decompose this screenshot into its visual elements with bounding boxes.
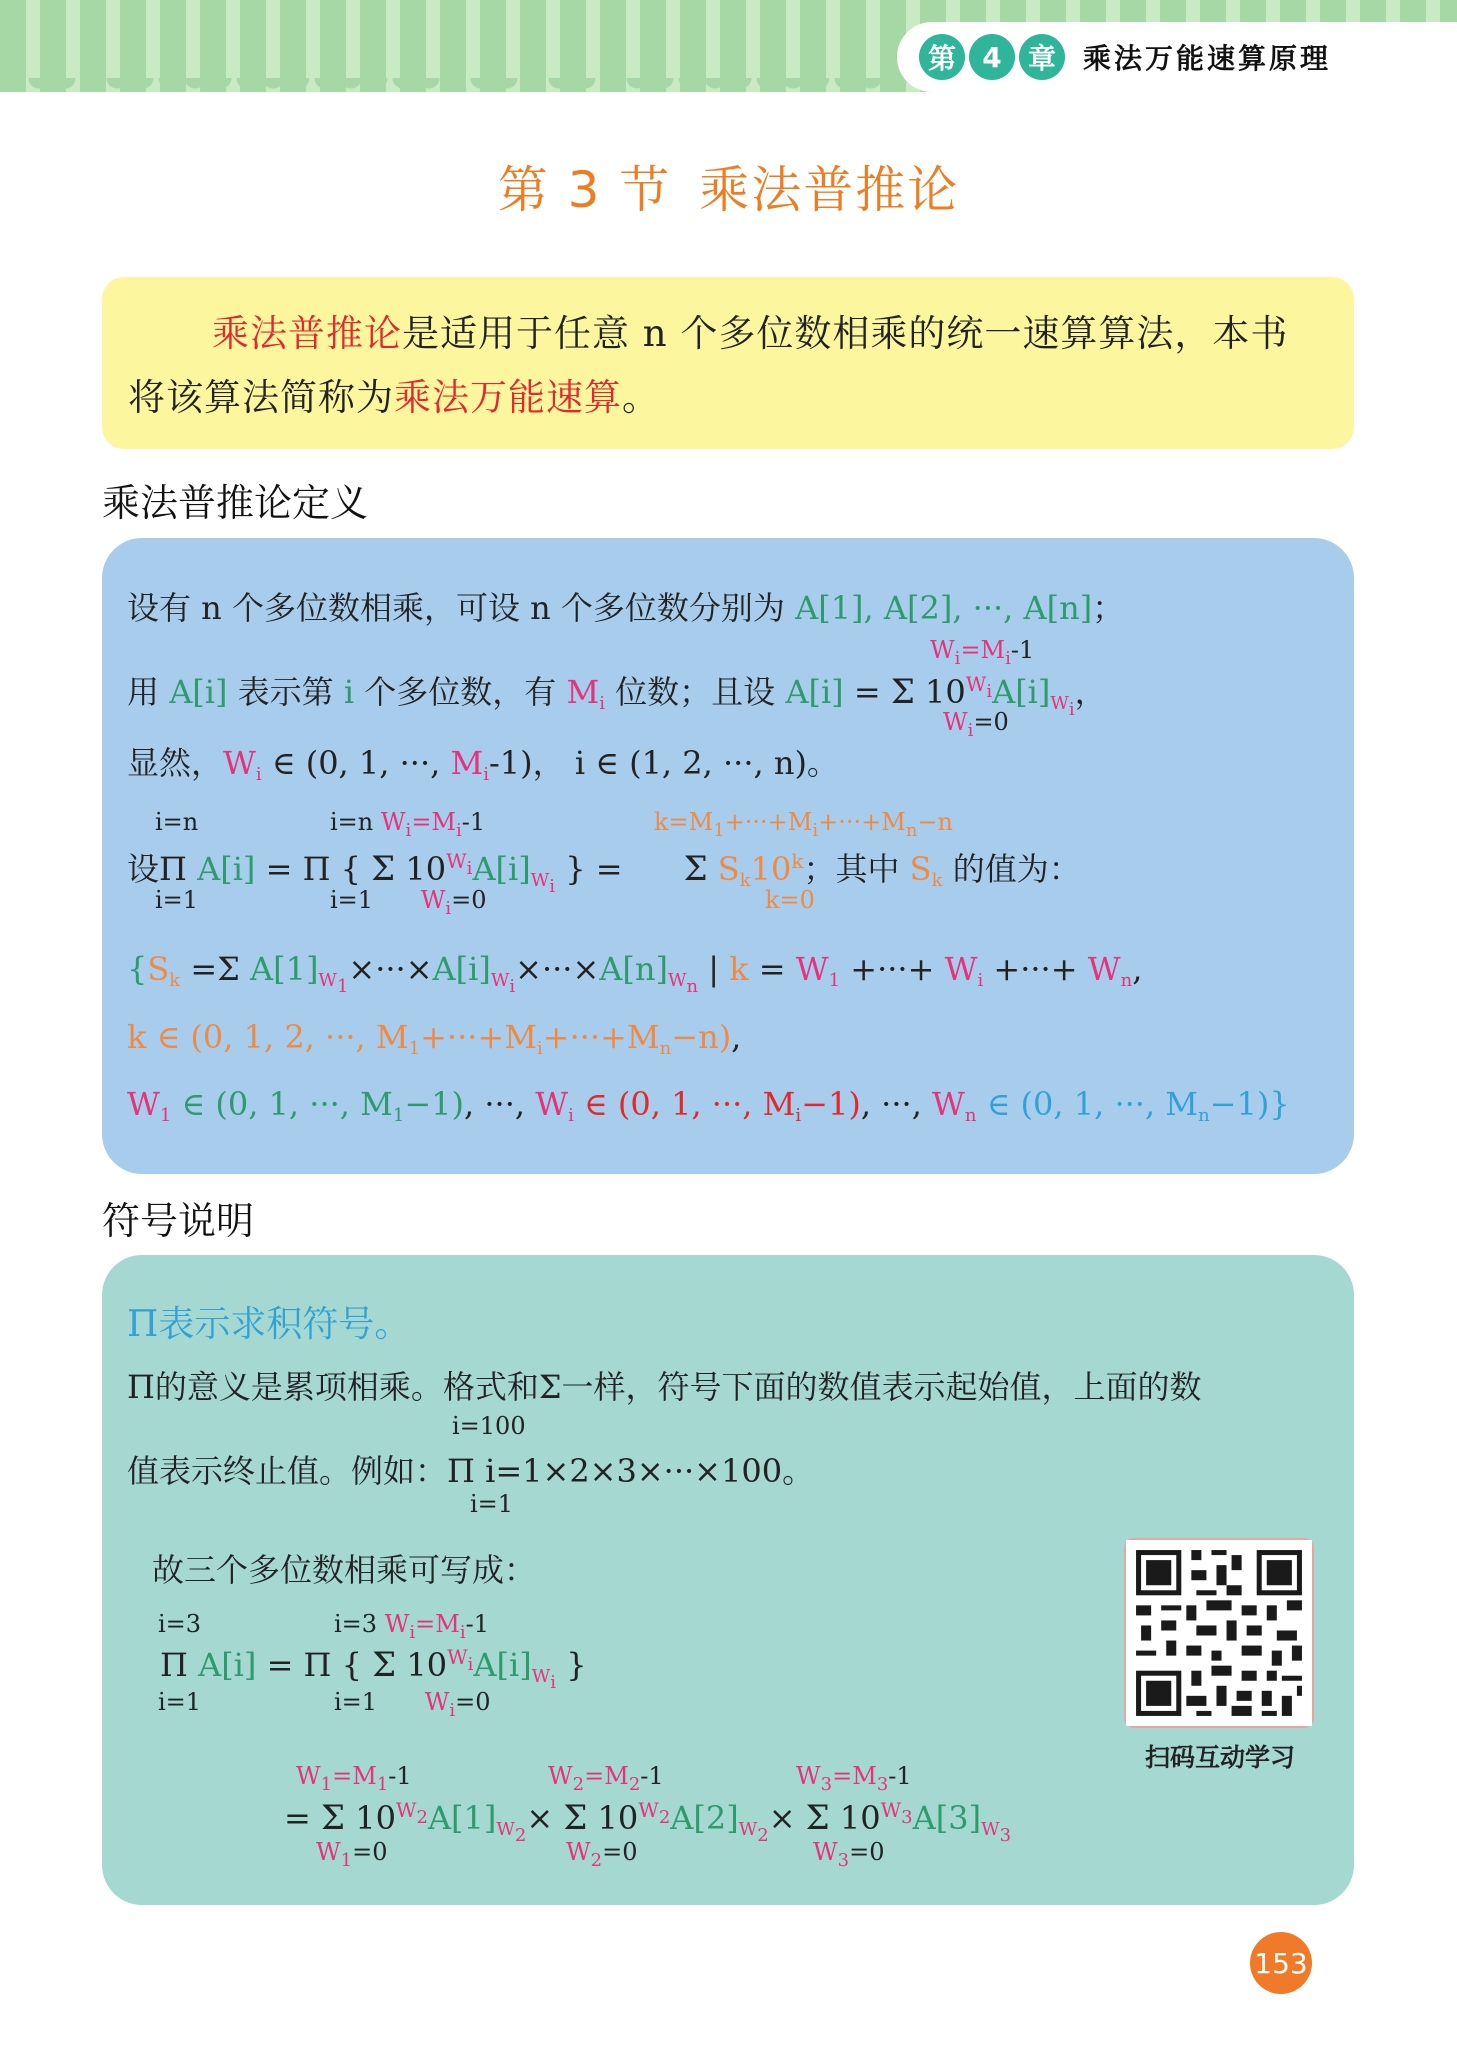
pi-description-2: 值表示终止值。例如：Π i=1×2×3×···×100。 (127, 1452, 815, 1490)
def-sum-bottom: $W_i=0$ (943, 708, 1009, 741)
intro-paragraph (128, 302, 1314, 430)
chapter-tab (897, 22, 1457, 92)
section-title (0, 150, 1457, 222)
chapter-suffix: 章 (1019, 34, 1065, 80)
section-label: 第 3 节 (497, 161, 672, 219)
def-line-2: 用 A[i] 表示第 i 个多位数，有 $M_i$ 位数；且设 A[i] = Σ $10^{W_i}A[i]_{W_i}$， (127, 672, 1107, 720)
qr-pattern-icon (1126, 1540, 1312, 1726)
three-prod-top-1: i=3 (158, 1610, 202, 1638)
def-sum-top: $W_i=M_i-1$ (930, 636, 1035, 669)
intro-term2: 乘法万能速算 (394, 376, 622, 419)
intro-term: 乘法普推论 (212, 312, 402, 355)
expand-top-1: $W_1=M_1-1$ (296, 1762, 412, 1795)
chapter-prefix: 第 (919, 34, 965, 80)
section-name: 乘法普推论 (699, 161, 960, 219)
prod-top-1: i=n (155, 808, 199, 836)
pi-example-bottom: i=1 (470, 1490, 514, 1518)
qr-label: 扫码互动学习 (1144, 1743, 1295, 1772)
expand-bottom-3: $W_3=0$ (813, 1838, 885, 1871)
three-prod-bottom-2: i=1 $W_i=0$ (334, 1688, 491, 1721)
qr-code[interactable] (1124, 1538, 1314, 1728)
symbols-heading: 符号说明 (102, 1199, 255, 1243)
def-line-4: 设Π A[i] = Π { Σ $10^{W_i}A[i]_{W_i}$ } = Σ $S_k10^k$；其中 $S_k$ 的值为： (127, 849, 1081, 897)
intro-box (102, 277, 1354, 449)
pi-title: Π表示求积符号。 (127, 1304, 411, 1345)
chapter-title: 乘法万能速算原理 (1083, 42, 1332, 75)
pi-description: Π的意义是累项相乘。格式和Σ一样，符号下面的数值表示起始值，上面的数 (127, 1368, 1202, 1406)
definition-heading: 乘法普推论定义 (102, 481, 369, 525)
def-line-1: 设有 n 个多位数相乘，可设 n 个多位数分别为 A[1], A[2], ···, A[n]； (127, 589, 1125, 627)
expand-line: = Σ $10^{W_2}A[1]_{W_2}\times \Sigma$ $10^{W_2}A[2]_{W_2}\times \Sigma$ $10^{W_3}A[3]_{W_3}$ (284, 1798, 1012, 1846)
prod-bottom-1: i=1 (155, 886, 199, 914)
expand-top-3: $W_3=M_3-1$ (796, 1762, 912, 1795)
pi-example-top: i=100 (452, 1412, 526, 1440)
expand-bottom-2: $W_2=0$ (566, 1838, 638, 1871)
sum-k-top: $k=M_1+\cdot\cdot\cdot+M_i+\cdot\cdot\cdot+M_n-n$ (654, 808, 953, 841)
intro-text: 是适用于任意 n 个多位数相乘的统一速算算法，本书将该算法简称为 (128, 312, 1289, 419)
prod-top-2: i=n $W_i=M_i-1$ (330, 808, 486, 841)
three-title: 故三个多位数相乘可写成： (152, 1551, 537, 1589)
def-line-7: $W_1$ ∈ (0, 1, ···, $M_1-1$), ···, $W_i$ ∈ (0, 1, ···, $M_i-1$), ···, $W_n$ ∈ (0, 1, ···, $M_n-1$)} (127, 1085, 1290, 1126)
def-line-3: 显然，$W_i$ ∈ (0, 1, ···, $M_i-1$)， i ∈ (1, 2, ···, n)。 (127, 744, 839, 785)
prod-bottom-2: i=1 $W_i=0$ (330, 886, 487, 919)
three-prod-bottom-1: i=1 (158, 1688, 202, 1716)
page-number: 153 (1250, 1932, 1312, 1994)
sum-k-bottom: k=0 (765, 886, 815, 914)
def-line-5: {$S_k =\Sigma$ $A[1]_{W_1}\times\cdot\cdot\cdot\times A[i]_{W_i}\times\cdot\cdot\cdot\times A[n]_{W_n}$ | $k = W_1$ +···+ $W_i$ +···+ $W_n$, (127, 950, 1143, 997)
three-prod-top-2: i=3 $W_i=M_i-1$ (334, 1610, 489, 1643)
expand-top-2: $W_2=M_2-1$ (548, 1762, 664, 1795)
expand-bottom-1: $W_1=0$ (316, 1838, 388, 1871)
def-line-6: k ∈ (0, 1, 2, ···, $M_1+\cdot\cdot\cdot+M_i+\cdot\cdot\cdot+M_n-n$), (127, 1018, 742, 1059)
intro-text-end: 。 (622, 376, 660, 419)
three-product-line: Π A[i] = Π { Σ $10^{W_i}A[i]_{W_i}$ } (160, 1645, 587, 1693)
chapter-number: 4 (969, 34, 1015, 80)
